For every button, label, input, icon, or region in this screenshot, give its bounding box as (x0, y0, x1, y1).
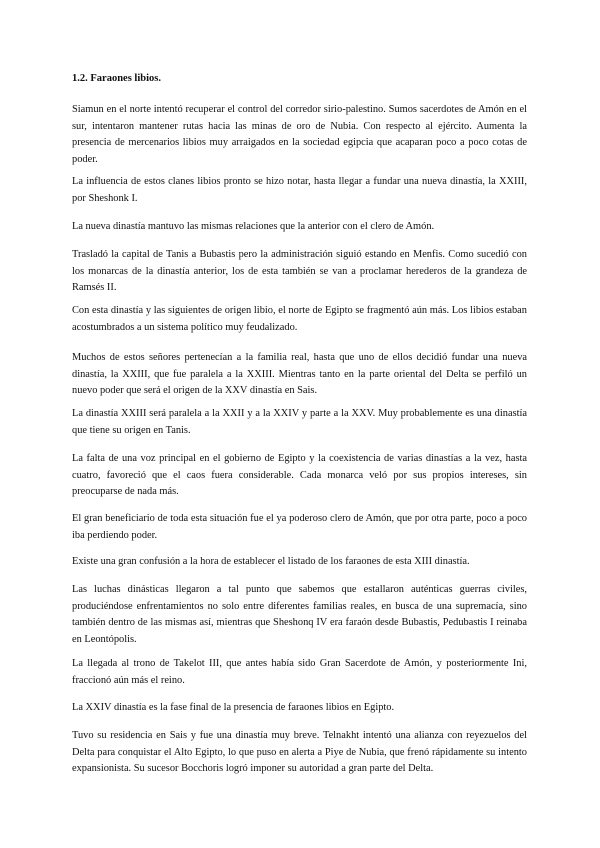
paragraph-6: Muchos de estos señores pertenecían a la familia real, hasta que uno de ellos decidió fundar una nueva dinastía, la XXIII, que fue paralela a la XXIII. Mientras tanto en la parte oriental del Delta se perfiló un nuevo poder que será el origen de la XXV dinastía en Sais. (72, 352, 527, 396)
paragraph-4: Trasladó la capital de Tanis a Bubastis pero la administración siguió estando en Menfis. Como sucedió con los monarcas de la dinastía anterior, los de esta también se van a proclamar herederos de la grandeza de Ramsés II. (72, 249, 527, 293)
paragraph-7: La dinastía XXIII será paralela a la XXII y a la XXIV y parte a la XXV. Muy probablemente es una dinastía que tiene su origen en Tanis. (72, 408, 527, 436)
section-heading: 1.2. Faraones libios. (72, 73, 161, 84)
paragraph-8: La falta de una voz principal en el gobierno de Egipto y la coexistencia de varias dinastías a la vez, hasta cuatro, favoreció que el caos fuera considerable. Cada monarca veló por sus propios intereses, sin preocuparse de nada más. (72, 453, 527, 497)
paragraph-11: Las luchas dinásticas llegaron a tal punto que sabemos que estallaron auténticas guerras civiles, produciéndose enfrentamientos no solo entre diferentes familias reales, en busca de una supremacía, sino también dentro de las mismas así, mientras que Sheshonq IV era faraón desde Bubastis, Pedubastis I reinaba en Leontópolis. (72, 584, 527, 645)
paragraph-10: Existe una gran confusión a la hora de establecer el listado de los faraones de esta XIII dinastía. (72, 556, 470, 567)
paragraph-5: Con esta dinastía y las siguientes de origen libio, el norte de Egipto se fragmentó aún más. Los libios estaban acostumbrados a un sistema político muy feudalizado. (72, 305, 527, 333)
paragraph-2: La influencia de estos clanes libios pronto se hizo notar, hasta llegar a fundar una nueva dinastía, la XXIII, por Sheshonk I. (72, 176, 527, 204)
paragraph-3: La nueva dinastía mantuvo las mismas relaciones que la anterior con el clero de Amón. (72, 221, 435, 232)
paragraph-13: La XXIV dinastía es la fase final de la presencia de faraones libios en Egipto. (72, 702, 395, 713)
paragraph-1: Siamun en el norte intentó recuperar el control del corredor sirio-palestino. Sumos sacerdotes de Amón en el sur, intentaron mantener rutas hacia las minas de oro de Nubia. Con respecto al ejército. Aumenta la presencia de mercenarios libios muy arraigados en la sociedad egipcia que acaparan poco a poco cotas de poder. (72, 104, 527, 165)
paragraph-12: La llegada al trono de Takelot III, que antes había sido Gran Sacerdote de Amón, y posteriormente Ini, fraccionó aún más el reino. (72, 658, 527, 686)
paragraph-14: Tuvo su residencia en Sais y fue una dinastía muy breve. Telnakht intentó una alianza con reyezuelos del Delta para conquistar el Alto Egipto, lo que puso en alerta a Piye de Nubia, que frenó rápidamente su intento expansionista. Su sucesor Bocchoris logró imponer su autoridad a gran parte del Delta. (72, 730, 527, 774)
paragraph-9: El gran beneficiario de toda esta situación fue el ya poderoso clero de Amón, que por otra parte, poco a poco iba perdiendo poder. (72, 513, 527, 541)
